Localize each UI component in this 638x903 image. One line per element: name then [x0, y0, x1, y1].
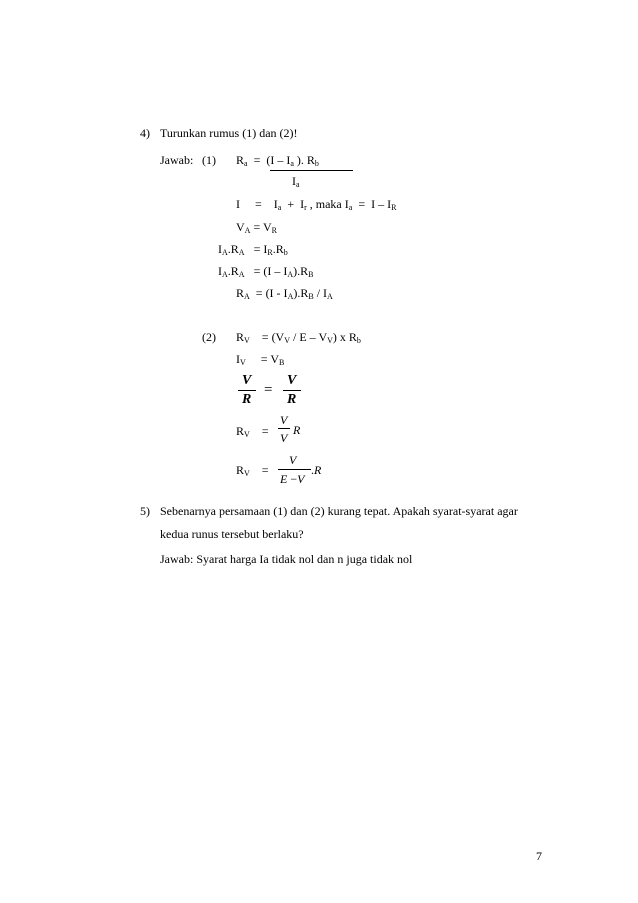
eq-ia-ra-2: $I_A.R_A = (I - I_A).R_B$ — [218, 264, 314, 279]
eq-ia-ra: $I_A.R_A = I_R.R_b$ — [218, 242, 288, 257]
eq-rv: $R_V$ = ($V_V$ / E – $V_V$) x $R_b$ — [236, 330, 361, 345]
part-1-label: (1) — [202, 153, 216, 167]
jawab-label: Jawab: — [160, 153, 194, 167]
eq-ra-result: $R_A = (I - I_A).R_B / I_A$ — [236, 286, 333, 301]
eq-va-vr: $V_A = V_R$ — [236, 220, 278, 235]
page-number: 7 — [536, 849, 542, 863]
eq-ra-fraction: $R_a = (I - I_a$ ). $R_b$ — [236, 153, 319, 168]
eq-ra-denominator: $I_a$ — [292, 174, 300, 189]
question-4-number: 4) — [140, 126, 150, 140]
eq-current-sum: I = $I_a + I_r$ , maka $I_a = I - I_R$ — [236, 197, 397, 212]
question-5-number: 5) — [140, 504, 150, 518]
question-5-line1: Sebenarnya persamaan (1) dan (2) kurang tepat. Apakah syarat-syarat agar — [160, 504, 518, 518]
part-2-label: (2) — [202, 330, 216, 344]
fraction-bar — [270, 170, 353, 171]
eq-iv-vb: $I_V$ = $V_B$ — [236, 352, 285, 367]
question-4-text: Turunkan rumus (1) dan (2)! — [160, 126, 298, 140]
question-5-line2: kedua runus tersebut berlaku? — [160, 527, 304, 541]
question-5-answer: Jawab: Syarat harga Ia tidak nol dan n juga tidak nol — [160, 552, 413, 566]
